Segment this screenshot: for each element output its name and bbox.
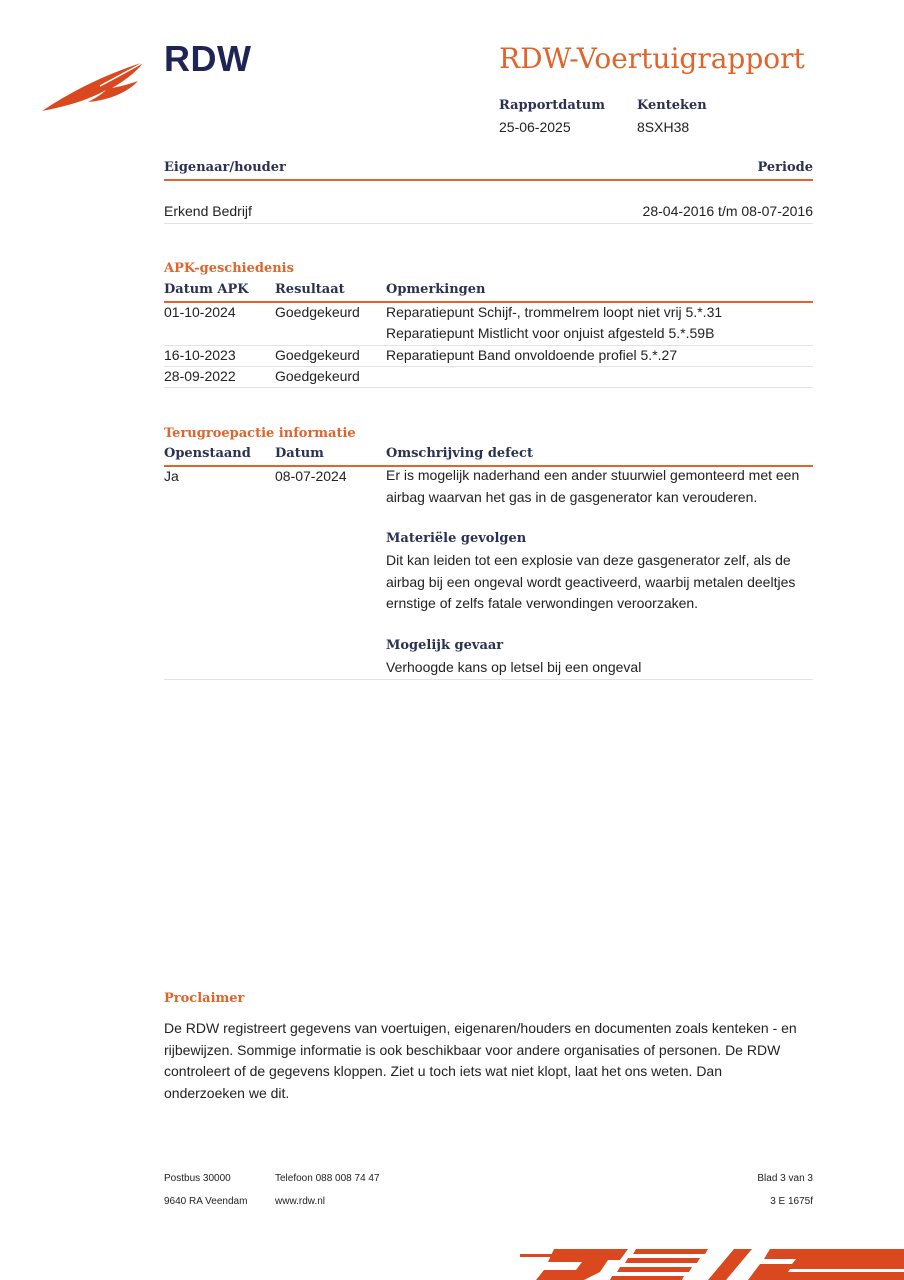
apk-row-2-date: 16-10-2023 bbox=[164, 347, 236, 363]
footer-postbus: Postbus 30000 bbox=[164, 1173, 231, 1184]
footer-code: 3 E 1675f bbox=[770, 1196, 813, 1207]
recall-col-date: Datum bbox=[275, 446, 324, 461]
apk-col-result: Resultaat bbox=[275, 282, 345, 297]
plate-value: 8SXH38 bbox=[637, 119, 690, 135]
recall-danger-label: Mogelijk gevaar bbox=[386, 638, 504, 653]
apk-row-divider bbox=[164, 387, 813, 388]
apk-col-date: Datum APK bbox=[164, 282, 249, 297]
recall-open: Ja bbox=[164, 468, 179, 484]
report-date: 25-06-2025 bbox=[499, 119, 571, 135]
apk-col-remarks: Opmerkingen bbox=[386, 282, 486, 297]
recall-danger: Verhoogde kans op letsel bij een ongeval bbox=[386, 659, 642, 675]
owner-col-header: Eigenaar/houder bbox=[164, 160, 286, 175]
apk-row-1-result: Goedgekeurd bbox=[275, 304, 360, 320]
apk-row-3-result: Goedgekeurd bbox=[275, 368, 360, 384]
rdw-logo-icon bbox=[40, 56, 150, 116]
recall-section-title: Terugroepactie informatie bbox=[164, 426, 356, 441]
recall-consequences: Dit kan leiden tot een explosie van deze gasgenerator zelf, als de airbag bij een ongeval wordt geactiveerd, waarbij metalen deeltjes ernstige of zelfs fatale verwondingen veroorzaken. bbox=[386, 552, 796, 611]
apk-row-divider bbox=[164, 345, 813, 346]
footer-city: 9640 RA Veendam bbox=[164, 1196, 248, 1207]
proclaimer-title: Proclaimer bbox=[164, 991, 245, 1006]
apk-row-3-date: 28-09-2022 bbox=[164, 368, 236, 384]
apk-row-1-remark-1: Reparatiepunt Schijf-, trommelrem loopt niet vrij 5.*.31 bbox=[386, 304, 723, 320]
logo-text: RDW bbox=[164, 38, 252, 79]
recall-col-open: Openstaand bbox=[164, 446, 251, 461]
apk-row-2-remark-1: Reparatiepunt Band onvoldoende profiel 5.*.27 bbox=[386, 347, 678, 363]
footer-website[interactable]: www.rdw.nl bbox=[275, 1196, 326, 1207]
footer-page: Blad 3 van 3 bbox=[757, 1173, 813, 1184]
recall-col-description: Omschrijving defect bbox=[386, 446, 533, 461]
apk-row-divider bbox=[164, 366, 813, 367]
apk-row-1-date: 01-10-2024 bbox=[164, 304, 236, 320]
period-col-header: Periode bbox=[757, 160, 813, 175]
owner-name: Erkend Bedrijf bbox=[164, 203, 252, 219]
recall-date: 08-07-2024 bbox=[275, 468, 347, 484]
apk-header-divider bbox=[164, 301, 813, 303]
recall-consequences-label: Materiële gevolgen bbox=[386, 531, 527, 546]
plate-label: Kenteken bbox=[637, 98, 707, 113]
recall-description: Er is mogelijk naderhand een ander stuurwiel gemonteerd met een airbag waarvan het gas in de gasgenerator kan verouderen. bbox=[386, 467, 800, 505]
owner-row-divider bbox=[164, 223, 813, 224]
decorative-stripes-icon bbox=[520, 1240, 904, 1280]
apk-section-title: APK-geschiedenis bbox=[164, 261, 294, 276]
apk-row-2-result: Goedgekeurd bbox=[275, 347, 360, 363]
proclaimer-text: De RDW registreert gegevens van voertuigen, eigenaren/houders en documenten zoals kenteken - en rijbewijzen. Sommige informatie is ook beschikbaar voor andere organisaties of personen. De RDW controleert of de gegevens kloppen. Ziet u toch iets wat niet klopt, laat het ons weten. Dan onderzoeken we dit. bbox=[164, 1020, 797, 1101]
footer-phone: Telefoon 088 008 74 47 bbox=[275, 1173, 380, 1184]
owner-header-divider bbox=[164, 179, 813, 181]
apk-row-1-remark-2: Reparatiepunt Mistlicht voor onjuist afgesteld 5.*.59B bbox=[386, 325, 715, 341]
report-title: RDW-Voertuigrapport bbox=[499, 42, 805, 75]
recall-row-divider bbox=[164, 679, 813, 680]
owner-period: 28-04-2016 t/m 08-07-2016 bbox=[642, 203, 813, 219]
report-date-label: Rapportdatum bbox=[499, 98, 605, 113]
